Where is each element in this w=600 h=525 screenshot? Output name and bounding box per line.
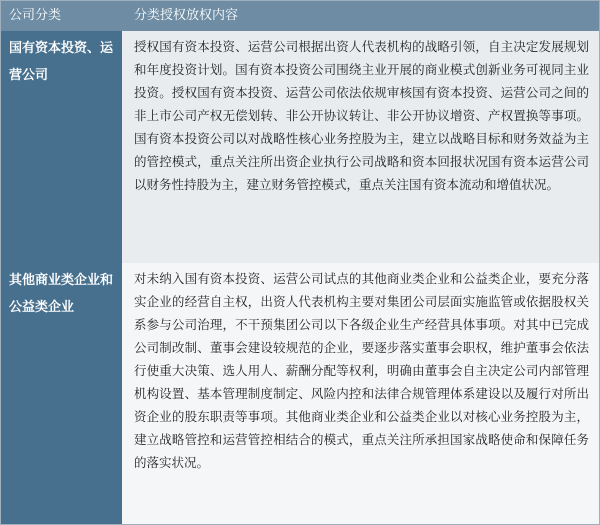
row-content-commercial-public: 对未纳入国有资本投资、运营公司试点的其他商业类企业和公益类企业，要充分落实企业的经营自主权，出资人代表机构主要对集团公司层面实施监管或依据股权关系参与公司治理，不干预集团公司以下各级企业生产经营具体事项。对其中已完成公司制改制、董事会建设较规范的企业，要逐步落实董事会职权，维护董事会依法行使重大决策、选人用人、薪酬分配等权利，明确由董事会自主决定公司内部管理机构设置、基本管理制度制定、风险内控和法律合规管理体系建设以及履行对所出资企业的股东职责等事项。其他商业类企业和公益类企业以对核心业务控股为主，建立战略管控和运营管控相结合的模式，重点关注所承担国家战略使命和保障任务的落实状况。 <box>122 263 599 524</box>
header-company-category: 公司分类 <box>9 8 62 23</box>
header-authorization-content: 分类授权放权内容 <box>134 8 239 23</box>
row-content-investment-operation: 授权国有资本投资、运营公司根据出资人代表机构的战略引领，自主决定发展规划和年度投资计划。国有资本投资公司围绕主业开展的商业模式创新业务可视同主业投资。授权国有资本投资、运营公司依法依规审核国有资本投资、运营公司之间的非上市公司产权无偿划转、非公开协议转让、非公开协议增资、产权置换等事项。国有资本投资公司以对战略性核心业务控股为主，建立以战略目标和财务效益为主的管控模式，重点关注所出资企业执行公司战略和资本回报状况国有资本运营公司以财务性持股为主，建立财务管控模式，重点关注国有资本流动和增值状况。 <box>122 31 599 263</box>
row-category-commercial-public: 其他商业类企业和公益类企业 <box>1 263 122 524</box>
table-header-row <box>1 1 599 31</box>
table-row <box>1 263 599 524</box>
row-category-investment-operation: 国有资本投资、运营公司 <box>1 31 122 263</box>
table-row <box>1 31 599 263</box>
